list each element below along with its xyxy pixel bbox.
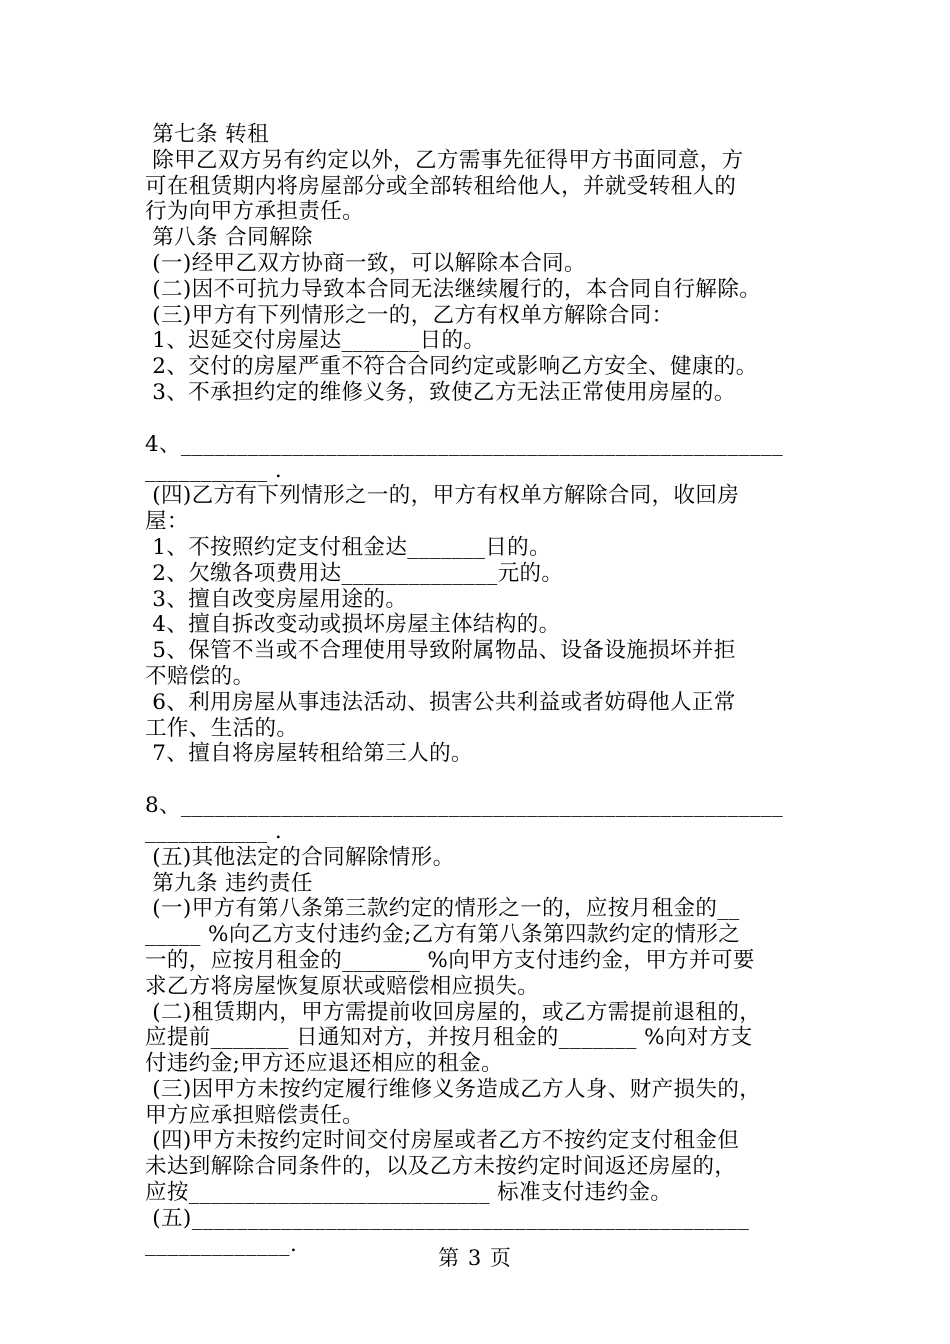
text-line: 应按___________________________ 标准支付违约金。	[145, 1180, 673, 1206]
text-line: (五)其他法定的合同解除情形。	[145, 844, 455, 870]
text-line: 2、交付的房屋严重不符合合同约定或影响乙方安全、健康的。	[145, 354, 758, 380]
text-line: 可在租赁期内将房屋部分或全部转租给他人，并就受转租人的	[145, 173, 737, 199]
text-line: 求乙方将房屋恢复原状或赔偿相应损失。	[145, 973, 540, 999]
text-line: 行为向甲方承担责任。	[145, 199, 365, 225]
text-line: _____ %向乙方支付违约金;乙方有第八条第四款约定的情形之	[145, 922, 741, 948]
fill-in-line: _____________.	[145, 1231, 298, 1257]
text-line: 屋：	[145, 509, 189, 535]
article-8-heading: 第八条 合同解除	[145, 225, 313, 251]
text-line: (三)因甲方未按约定履行维修义务造成乙方人身、财产损失的，	[145, 1076, 762, 1102]
text-line: (三)甲方有下列情形之一的，乙方有权单方解除合同：	[145, 302, 674, 328]
text-line: 4、擅自拆改变动或损坏房屋主体结构的。	[145, 612, 561, 638]
fill-in-line: 8、______________________________________________________	[145, 793, 784, 819]
text-line: (四)乙方有下列情形之一的，甲方有权单方解除合同，收回房	[145, 483, 740, 509]
fill-in-line: (五)__________________________________________________	[145, 1205, 750, 1231]
text-line: 甲方应承担赔偿责任。	[145, 1102, 365, 1128]
text-line: (二)因不可抗力导致本合同无法继续履行的，本合同自行解除。	[145, 276, 762, 302]
fill-in-line: 4、______________________________________________________	[145, 431, 784, 457]
page-number: 第 3 页	[438, 1246, 512, 1270]
article-7-heading: 第七条 转租	[145, 122, 269, 147]
text-line: 3、不承担约定的维修义务，致使乙方无法正常使用房屋的。	[145, 379, 736, 405]
text-line: (二)租赁期内，甲方需提前收回房屋的，或乙方需提前退租的，	[145, 999, 762, 1025]
text-line: 6、利用房屋从事违法活动、损害公共利益或者妨碍他人正常	[145, 689, 736, 715]
text-line: (一)甲方有第八条第三款约定的情形之一的，应按月租金的__	[145, 896, 740, 922]
contract-body	[145, 122, 810, 1257]
text-line: 3、擅自改变房屋用途的。	[145, 586, 408, 612]
text-line: 一的，应按月租金的_______ %向甲方支付违约金，甲方并可要	[145, 947, 755, 973]
text-line: (四)甲方未按约定时间交付房屋或者乙方不按约定支付租金但	[145, 1128, 740, 1154]
blank-line	[145, 767, 810, 793]
text-line: 未达到解除合同条件的，以及乙方未按约定时间返还房屋的，	[145, 1154, 737, 1180]
text-line: 5、保管不当或不合理使用导致附属物品、设备设施损坏并拒	[145, 638, 736, 664]
text-line: 2、欠缴各项费用达______________元的。	[145, 560, 564, 586]
text-line: (一)经甲乙双方协商一致，可以解除本合同。	[145, 250, 586, 276]
text-line: 应提前_______ 日通知对方，并按月租金的_______ %向对方支	[145, 1025, 753, 1051]
text-line: 不赔偿的。	[145, 663, 255, 689]
text-line: 付违约金;甲方还应退还相应的租金。	[145, 1051, 504, 1077]
text-line: 除甲乙双方另有约定以外，乙方需事先征得甲方书面同意，方	[145, 147, 744, 173]
fill-in-line: ___________ .	[145, 818, 283, 844]
fill-in-line: ___________ .	[145, 457, 283, 483]
text-line: 7、擅自将房屋转租给第三人的。	[145, 741, 473, 767]
text-line: 1、不按照约定支付租金达_______日的。	[145, 534, 551, 560]
blank-line	[145, 406, 810, 432]
text-line: 1、迟延交付房屋达_______日的。	[145, 328, 486, 354]
article-9-heading: 第九条 违约责任	[145, 870, 313, 896]
text-line: 工作、生活的。	[145, 715, 299, 741]
